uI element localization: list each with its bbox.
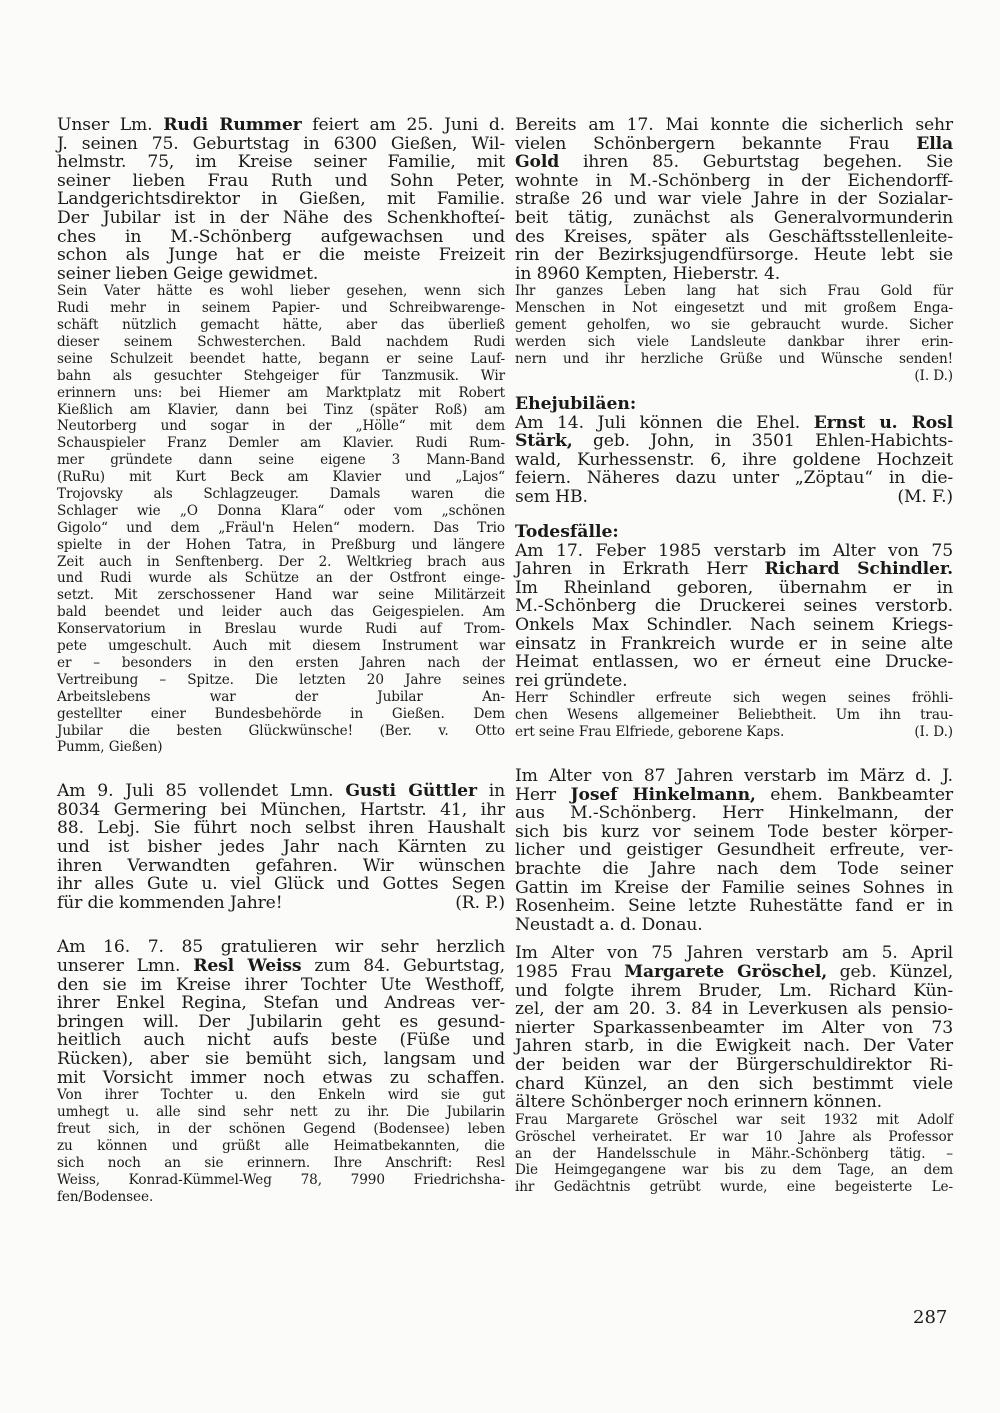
- text-line: der beiden war der Bürgerschuldirektor Ri-: [515, 1054, 953, 1075]
- text-line: ches in M.-Schönberg aufgewachsen und: [57, 226, 505, 247]
- text-line: Schauspieler Franz Demler am Klavier. Rudi Rum-: [57, 435, 505, 452]
- text-line: ihrer Enkel Regina, Stefan und Andreas ver-: [57, 993, 505, 1014]
- text-line: Gröschel verheiratet. Er war 10 Jahre als Professor: [515, 1128, 953, 1145]
- text-line: Jahren in Erkrath Herr Richard Schindler.: [515, 559, 953, 580]
- text-line: ert seine Frau Elfriede, geborene Kaps. (I. D.): [515, 724, 953, 741]
- person-name: Richard Schindler.: [764, 559, 953, 580]
- text-line: Jubilar die besten Glückwünsche! (Ber. v. Otto: [57, 722, 505, 739]
- signature: (I. D.): [914, 367, 953, 384]
- text-line: bald beendet und leider auch das Geigespielen. Am: [57, 604, 505, 621]
- text-line: nern und ihr herzliche Grüße und Wünsche senden!: [515, 350, 953, 367]
- text-line: 88. Lebj. Sie führt noch selbst ihren Haushalt: [57, 818, 505, 839]
- text-line: helmstr. 75, im Kreise seiner Familie, mit: [57, 152, 505, 173]
- text-line: ältere Schönberger noch erinnern können.: [515, 1092, 882, 1113]
- text-line: Weiss, Konrad-Kümmel-Weg 78, 7990 Friedrichsha-: [57, 1171, 505, 1188]
- text-line: Trojovsky als Schlagzeuger. Damals waren die: [57, 486, 505, 503]
- text-line: schäft nützlich gemacht hätte, aber das überließ: [57, 317, 505, 334]
- text-line: und folgte ihrem Bruder, Lm. Richard Kün-: [515, 980, 953, 1001]
- text-line: unserer Lmn. Resl Weiss zum 84. Geburtstag,: [57, 956, 505, 977]
- text-line: Bereits am 17. Mai konnte die sicherlich sehr: [515, 115, 953, 135]
- person-name: Margarete Gröschel,: [624, 962, 828, 983]
- text-line: feiern. Näheres dazu unter „Zöptau“ in die-: [515, 468, 953, 489]
- text-line: 1985 Frau Margarete Gröschel, geb. Künzel,: [515, 962, 954, 983]
- article-rummer-body: [57, 283, 505, 756]
- text-line: des Kreises, später als Geschäftsstellenleite-: [515, 226, 953, 247]
- text-line: Der Jubilar ist in der Nähe des Schenkhofteí-: [57, 207, 505, 228]
- text-line: Rosenheim. Seine letzte Ruhestätte fand er in: [515, 896, 953, 917]
- text-line: fen/Bodensee.: [57, 1188, 154, 1205]
- section-heading-todesfaelle: Todesfälle:: [515, 521, 619, 542]
- text-line: Neustadt a. d. Donau.: [515, 914, 703, 935]
- signature: (M. F.): [897, 487, 953, 508]
- text-line: bahn als gesuchter Stehgeiger für Tanzmusik. Wir: [57, 367, 505, 384]
- article-gold-lead: [515, 116, 953, 283]
- text-line: spielte in der Hohen Tatra, in Preßburg und längere: [57, 536, 505, 553]
- person-name: Gold: [515, 152, 560, 173]
- person-name: Resl Weiss: [193, 956, 302, 977]
- text-line: Im Rheinland geboren, übernahm er in: [515, 577, 953, 598]
- text-line: pete umgeschult. Auch mit diesem Instrument war: [57, 638, 505, 655]
- text-line: sich noch an sie erinnern. Ihre Anschrift: Resl: [57, 1154, 505, 1171]
- text-line: Frau Margarete Gröschel war seit 1932 mit Adolf: [515, 1111, 953, 1128]
- text-line: Pumm, Gießen): [57, 739, 163, 756]
- text-line: Onkels Max Schindler. Nach seinem Kriegs-: [515, 615, 953, 636]
- text-line: vielen Schönbergern bekannte Frau Ella: [515, 133, 953, 154]
- text-line: Rücken), aber sie bemüht sich, langsam und: [57, 1049, 505, 1069]
- text-line: und ist bisher jedes Jahr nach Kärnten zu: [57, 837, 505, 858]
- text-line: setzt. Mit zerschossener Hand war seine Militärzeit: [57, 587, 505, 604]
- text-line: dieser seinem Schwesterchen. Bald nachdem Rudi: [57, 334, 505, 351]
- article-schindler-body: [515, 690, 953, 741]
- text-line: Die Heimgegangene war bis zu dem Tage, an dem: [515, 1162, 953, 1179]
- text-line: Schlager wie „O Donna Klara“ oder vom „schönen: [57, 502, 505, 519]
- page-number: 287: [913, 1307, 948, 1328]
- person-name: Ella: [916, 133, 953, 154]
- text-line: an der Handelsschule in Mähr.-Schönberg tätig. –: [515, 1145, 953, 1162]
- text-line: Arbeitslebens war der Jubilar An-: [57, 688, 505, 705]
- text-line: rei gründete.: [515, 670, 628, 691]
- text-line: wohnte in M.-Schönberg in der Eichendorff-: [515, 170, 953, 191]
- text-line: Vertreibung – Spitze. Die letzten 20 Jahre seines: [57, 671, 505, 688]
- text-line: beit tätig, zunächst als Generalvormunderin: [515, 207, 953, 228]
- text-line: mer gründete dann seine eigene 3 Mann-Band: [57, 452, 505, 469]
- text-line: heitlich auch nicht aufs beste (Füße und: [57, 1030, 505, 1051]
- text-line: ihr Gedächtnis getrübt wurde, eine begeisterte Le-: [515, 1179, 953, 1196]
- text-line: erinnern uns: bei Hiemer am Marktplatz mit Robert: [57, 384, 505, 401]
- text-line: in 8960 Kempten, Hieberstr. 4.: [515, 263, 781, 284]
- person-name: Ernst u. Rosl: [813, 412, 953, 433]
- right-column: [515, 116, 953, 1196]
- text-line: J. seinen 75. Geburtstag in 6300 Gießen, Wil-: [57, 133, 505, 154]
- text-line: Kießlich am Klavier, dann bei Tinz (später Roß) am: [57, 401, 505, 418]
- text-line: ihren Verwandten gefahren. Wir wünschen: [57, 855, 505, 876]
- text-line: (RuRu) mit Kurt Beck am Klavier und „Lajos“: [57, 469, 505, 486]
- article-schindler-lead: [515, 542, 953, 691]
- text-line: Im Alter von 75 Jahren verstarb am 5. April: [515, 943, 953, 964]
- text-line: umhegt u. alle sind sehr nett zu ihr. Die Jubilarin: [57, 1104, 505, 1121]
- text-line: seiner lieben Geige gewidmet.: [57, 263, 319, 284]
- text-line: Herr Schindler erfreute sich wegen seines fröhli-: [515, 690, 953, 707]
- text-line: Menschen in Not eingesetzt und mit großem Enga-: [515, 300, 953, 317]
- text-line: Neutorberg und sogar in der „Hölle“ mit dem: [57, 418, 505, 435]
- section-heading-ehejubilaeen: Ehejubiläen:: [515, 393, 637, 414]
- text-line: Am 9. Juli 85 vollendet Lmn. Gusti Güttler in: [57, 781, 505, 802]
- text-line: freut sich, in der schönen Gegend (Bodensee) leben: [57, 1120, 505, 1137]
- text-line: er – besonders in den ersten Jahren nach der: [57, 654, 505, 671]
- text-line: Gigolo“ und dem „Fräul'n Helen“ modern. Das Trio: [57, 519, 505, 536]
- text-line: mit Vorsicht immer noch etwas zu schaffen.: [57, 1067, 505, 1088]
- text-line: für die kommenden Jahre! (R. P.): [57, 892, 505, 913]
- text-line: bringen will. Der Jubilarin geht es gesund-: [57, 1011, 505, 1032]
- text-line: werden sich viele Landsleute dankbar ihrer erin-: [515, 334, 953, 351]
- text-line: 8034 Germering bei München, Hartstr. 41, ihr: [57, 799, 505, 820]
- article-groeschel-lead: [515, 944, 953, 1111]
- article-weiss-body: [57, 1087, 505, 1205]
- text-line: wald, Kurhessenstr. 6, ihre goldene Hochzeit: [515, 449, 953, 470]
- text-line: Am 16. 7. 85 gratulieren wir sehr herzlich: [57, 937, 505, 958]
- text-line: Im Alter von 87 Jahren verstarb im März d. J.: [515, 766, 953, 787]
- article-gold-signature: [515, 368, 953, 385]
- article-staerk: [515, 414, 953, 507]
- article-hinkelmann: [515, 767, 953, 934]
- text-line: chard Künzel, an den sich bestimmt viele: [515, 1073, 953, 1094]
- text-line: chen Wesens allgemeiner Beliebtheit. Um ihn trau-: [515, 707, 953, 724]
- text-line: M.-Schönberg die Druckerei seines verstorb.: [515, 596, 953, 617]
- text-line: aus M.-Schönberg. Herr Hinkelmann, der: [515, 803, 953, 824]
- signature: (R. P.): [455, 892, 505, 913]
- text-line: Von ihrer Tochter u. den Enkeln wird sie gut: [57, 1087, 505, 1104]
- left-column: [57, 116, 505, 1205]
- text-line: Rudi mehr in seinem Papier- und Schreibwarenge-: [57, 300, 505, 317]
- text-line: Am 17. Feber 1985 verstarb im Alter von 75: [515, 540, 953, 561]
- article-weiss-lead: [57, 938, 505, 1087]
- person-name: Stärk,: [515, 431, 573, 452]
- text-line: straße 26 und war viele Jahre in der Sozialar-: [515, 189, 953, 210]
- text-line: zel, der am 20. 3. 84 in Leverkusen als pensio-: [515, 999, 953, 1020]
- text-line: seine Schulzeit beendet hatte, begann er seine Lauf-: [57, 350, 505, 367]
- text-line: Sein Vater hätte es wohl lieber gesehen, wenn sich: [57, 283, 505, 300]
- text-line: rin der Bezirksjugendfürsorge. Heute lebt sie: [515, 245, 953, 266]
- text-line: seiner lieben Frau Ruth und Sohn Peter,: [57, 170, 505, 191]
- text-line: ihr alles Gute u. viel Glück und Gottes Segen: [57, 874, 505, 895]
- article-groeschel-body: [515, 1112, 953, 1196]
- text-line: Zeit auch in Senftenberg. Der 2. Weltkrieg brach aus: [57, 553, 505, 570]
- text-line: zu können und grüßt alle Heimatbekannten, die: [57, 1137, 505, 1154]
- article-gold-body: [515, 283, 953, 367]
- text-line: schon als Junge hat er die meiste Freizeit: [57, 245, 505, 266]
- text-line: gestellter einer Bundesbehörde in Gießen. Dem: [57, 705, 505, 722]
- text-line: einsatz in Frankreich wurde er in seine alte: [515, 633, 953, 654]
- text-line: Heimat entlassen, wo er érneut eine Drucke-: [515, 652, 953, 673]
- text-line: Herr Josef Hinkelmann, ehem. Bankbeamter: [515, 784, 953, 805]
- text-line: Gold ihren 85. Geburtstag begehen. Sie: [515, 152, 953, 173]
- text-line: Konservatorium in Breslau wurde Rudi auf Trom-: [57, 621, 505, 638]
- text-line: Unser Lm. Rudi Rummer feiert am 25. Juni d.: [57, 115, 505, 135]
- text-line: brachte die Jahre nach dem Tode seiner: [515, 859, 953, 880]
- text-line: sem HB. (M. F.): [515, 487, 953, 508]
- text-line: nierter Sparkassenbeamter im Alter von 73: [515, 1017, 953, 1038]
- text-line: Gattin im Kreise der Familie seines Sohnes in: [515, 877, 953, 898]
- text-line: Am 14. Juli können die Ehel. Ernst u. Rosl: [515, 412, 953, 433]
- article-guettler: [57, 782, 505, 912]
- person-name: Josef Hinkelmann,: [570, 784, 756, 805]
- text-line: Landgerichtsdirektor in Gießen, mit Familie.: [57, 189, 505, 210]
- article-rummer-lead: [57, 116, 505, 283]
- text-line: Stärk, geb. John, in 3501 Ehlen-Habichts-: [515, 431, 953, 452]
- text-line: sich bis kurz vor seinem Tode bester körper-: [515, 821, 953, 842]
- text-line: und Rudi wurde als Schütze an der Ostfront einge-: [57, 570, 505, 587]
- text-line: licher und geistiger Gesundheit erfreute, ver-: [515, 840, 953, 861]
- person-name: Rudi Rummer: [163, 115, 302, 135]
- text-line: den sie im Kreise ihrer Tochter Ute Westhoff,: [57, 974, 505, 995]
- text-line: Jahren starb, in die Ewigkeit nach. Der Vater: [515, 1036, 953, 1057]
- text-line: Ihr ganzes Leben lang hat sich Frau Gold für: [515, 283, 953, 300]
- person-name: Gusti Güttler: [345, 781, 477, 802]
- text-line: gement geholfen, wo sie gebraucht wurde. Sicher: [515, 317, 953, 334]
- signature: (I. D.): [914, 724, 953, 741]
